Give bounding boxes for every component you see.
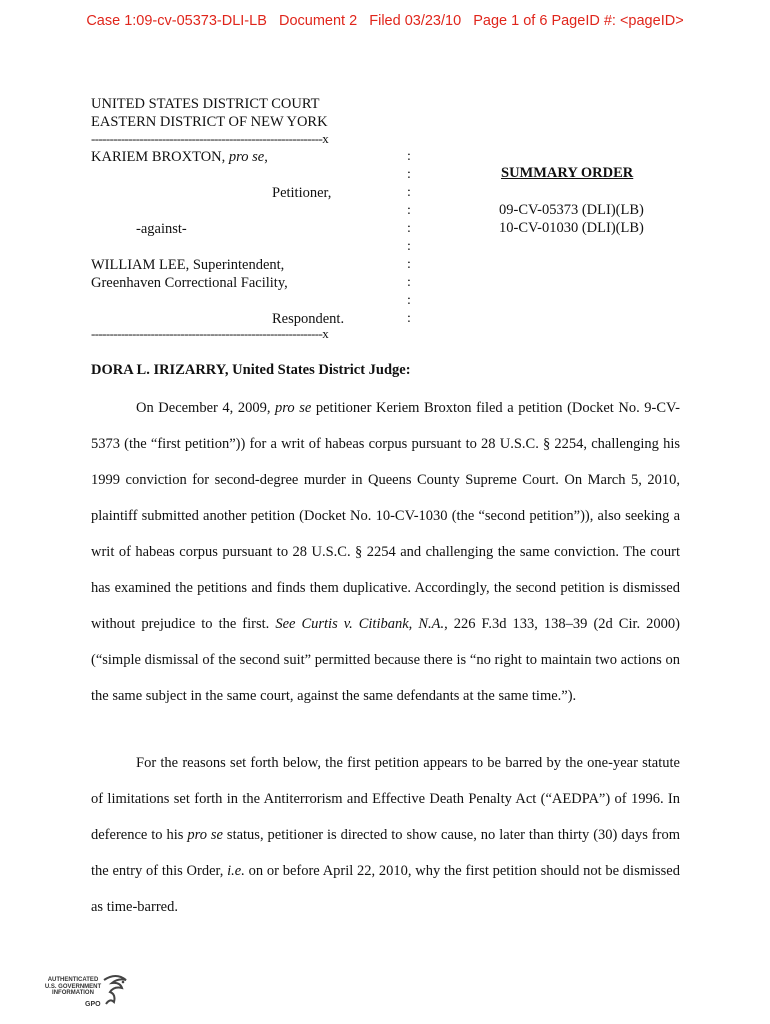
caption-colon: :: [407, 185, 411, 200]
gpo-label: GPO: [85, 1001, 101, 1008]
docket-number-2: 10-CV-01030 (DLI)(LB): [499, 220, 644, 236]
petitioner-label: Petitioner,: [272, 185, 332, 201]
respondent-line-1: WILLIAM LEE, Superintendent,: [91, 257, 285, 273]
against-label: -against-: [136, 221, 187, 237]
caption-colon: :: [407, 275, 411, 290]
respondent-line-2: Greenhaven Correctional Facility,: [91, 275, 288, 291]
docket-number-1: 09-CV-05373 (DLI)(LB): [499, 202, 644, 218]
paragraph-1: On December 4, 2009, pro se petitioner Keriem Broxton filed a petition (Docket No. 9-CV-5373 (the “first petition”)) for a writ of habeas corpus pursuant to 28 U.S.C. § 2254, challenging his 1999 conviction for second-degree murder in Queens County Supreme Court. On March 5, 2010, plaintiff submitted another petition (Docket No. 10-CV-1030 (the “second petition”)), also seeking a writ of habeas corpus pursuant to 28 U.S.C. § 2254 and challenging the same conviction. The court has examined the petitions and finds them duplicative. Accordingly, the second petition is dismissed without prejudice to the first. See Curtis v. Citibank, N.A., 226 F.3d 133, 138–39 (2d Cir. 2000) (“simple dismissal of the second suit” permitted because there is “no right to maintain two actions on the same subject in the same court, against the same defendants at the same time.”).: [91, 400, 680, 704]
gpo-authentication-seal: [40, 972, 140, 1012]
caption-colon: :: [407, 149, 411, 164]
order-title: SUMMARY ORDER: [501, 165, 634, 181]
caption-colon: :: [407, 311, 411, 326]
court-name: [91, 95, 328, 131]
caption-rule-bottom: --------------------------------------------------------------x: [91, 326, 329, 341]
caption-colon: :: [407, 257, 411, 272]
petitioner-name: KARIEM BROXTON, pro se,: [91, 149, 268, 165]
caption-colon: :: [407, 167, 411, 182]
caption-colon: :: [407, 239, 411, 254]
document-number: Document 2: [278, 13, 358, 29]
case-number: Case 1:09-cv-05373-DLI-LB: [86, 13, 267, 29]
caption-rule-top: --------------------------------------------------------------x: [91, 131, 329, 146]
eagle-icon: [100, 974, 130, 1010]
caption-colon: :: [407, 293, 411, 308]
court-line-1: UNITED STATES DISTRICT COURT: [91, 96, 320, 112]
court-line-2: EASTERN DISTRICT OF NEW YORK: [91, 114, 328, 130]
filed-date: Filed 03/23/10: [369, 13, 462, 29]
caption-colon: :: [407, 203, 411, 218]
paragraph-2: For the reasons set forth below, the first petition appears to be barred by the one-year statute of limitations set forth in the Antiterrorism and Effective Death Penalty Act (“AEDPA”) of 1996. In deference to his pro se status, petitioner is directed to show cause, no later than thirty (30) days from the entry of this Order, i.e. on or before April 22, 2010, why the first petition should not be dismissed as time-barred.: [91, 755, 680, 915]
filing-header: [0, 13, 770, 29]
respondent-label: Respondent.: [272, 311, 345, 327]
caption-colon: :: [407, 221, 411, 236]
page-info: Page 1 of 6 PageID #: <pageID>: [473, 13, 684, 29]
judge-name: DORA L. IRIZARRY, United States District Judge:: [91, 362, 411, 378]
gpo-seal-text: AUTHENTICATED U.S. GOVERNMENT INFORMATION: [44, 977, 102, 996]
